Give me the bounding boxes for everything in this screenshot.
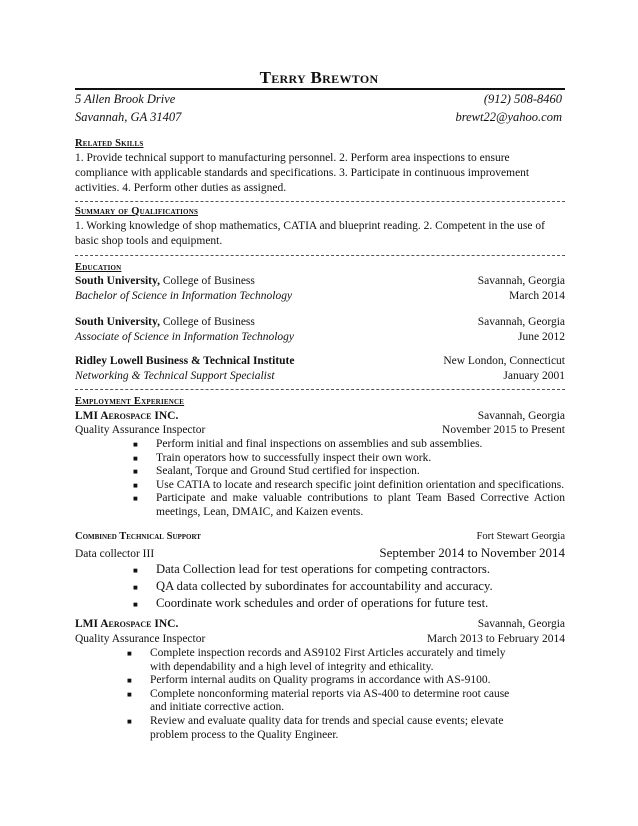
list-item: ■ QA data collected by subordinates for accountability and accuracy.	[131, 578, 565, 595]
education-degree-row	[75, 370, 565, 382]
related-skills-text: 1. Provide technical support to manufacturing personnel. 2. Perform area inspections to ensure compliance with applicable standards and specifications. 3. Participate in continuous improvement activities. 4. Perform other duties as assigned.	[75, 152, 530, 194]
related-skills-heading: Related Skills	[75, 138, 144, 149]
experience-heading: Employment Experience	[75, 396, 185, 407]
job-dates: March 2013 to February 2014	[427, 633, 565, 645]
degree-date: June 2012	[518, 331, 565, 343]
summary-heading: Summary of Qualifications	[75, 206, 199, 217]
list-item: ■ Use CATIA to locate and research specific joint definition orientation and specifications.	[131, 479, 565, 493]
address-line-2: Savannah, GA 31407	[75, 110, 182, 124]
list-item: ■ Participate and make valuable contributions to plant Team Based Corrective Action meetings, Lean, DMAIC, and Kaizen events.	[131, 492, 565, 519]
education-heading: Education	[75, 262, 122, 273]
job-location: Savannah, Georgia	[477, 618, 565, 630]
degree-name: Networking & Technical Support Specialist	[75, 370, 275, 382]
candidate-name: Terry Brewton	[259, 68, 379, 87]
section-divider	[75, 255, 565, 256]
education-entry	[75, 316, 565, 328]
education-entry	[75, 355, 565, 367]
job-header	[75, 410, 565, 422]
job-title-row	[75, 633, 565, 645]
section-divider	[75, 201, 565, 202]
list-item: ■ Perform internal audits on Quality programs in accordance with AS-9100.	[125, 674, 525, 688]
company-name: Combined Technical Support	[75, 531, 201, 542]
degree-date: January 2001	[503, 370, 565, 382]
job-bullet-list	[131, 438, 565, 520]
address-line-1: 5 Allen Brook Drive	[75, 92, 176, 106]
email-address: brewt22@yahoo.com	[455, 110, 562, 124]
job-title-row	[75, 545, 565, 561]
job-location: Savannah, Georgia	[477, 410, 565, 422]
college-name: College of Business	[160, 275, 255, 287]
job-location: Fort Stewart Georgia	[476, 531, 565, 542]
school-name: South University,	[75, 275, 160, 287]
job-title: Quality Assurance Inspector	[75, 424, 206, 436]
school-location: Savannah, Georgia	[477, 316, 565, 328]
section-divider	[75, 389, 565, 390]
company-name: LMI Aerospace INC.	[75, 618, 179, 630]
degree-name: Bachelor of Science in Information Technology	[75, 290, 293, 302]
list-item: ■ Complete inspection records and AS9102 First Articles accurately and timely with dependability and a high level of integrity and ethicality.	[125, 647, 525, 674]
school-location: New London, Connecticut	[443, 355, 565, 367]
job-title: Data collector III	[75, 548, 155, 560]
college-name: College of Business	[160, 316, 255, 328]
job-bullet-list	[125, 647, 525, 742]
company-name: LMI Aerospace INC.	[75, 410, 179, 422]
education-degree-row	[75, 331, 565, 343]
education-degree-row	[75, 290, 565, 302]
job-bullet-list	[131, 561, 565, 612]
summary-text: 1. Working knowledge of shop mathematics, CATIA and blueprint reading. 2. Competent in the use of basic shop tools and equipment.	[75, 220, 545, 247]
education-entry	[75, 275, 565, 287]
job-dates: September 2014 to November 2014	[379, 545, 565, 560]
school-name: Ridley Lowell Business & Technical Institute	[75, 355, 295, 367]
job-title: Quality Assurance Inspector	[75, 633, 206, 645]
list-item: ■ Perform initial and final inspections on assemblies and sub assemblies.	[131, 438, 565, 452]
job-title-row	[75, 424, 565, 436]
phone-number: (912) 508-8460	[483, 92, 562, 106]
degree-date: March 2014	[509, 290, 565, 302]
job-header	[75, 618, 565, 630]
job-header	[75, 531, 565, 542]
school-location: Savannah, Georgia	[477, 275, 565, 287]
header-rule	[75, 88, 565, 90]
list-item: ■ Sealant, Torque and Ground Stud certified for inspection.	[131, 465, 565, 479]
job-dates: November 2015 to Present	[442, 424, 565, 436]
degree-name: Associate of Science in Information Technology	[75, 331, 294, 343]
list-item: ■ Coordinate work schedules and order of operations for future test.	[131, 595, 565, 612]
school-name: South University,	[75, 316, 160, 328]
list-item: ■ Data Collection lead for test operations for competing contractors.	[131, 561, 565, 578]
list-item: ■ Complete nonconforming material reports via AS-400 to determine root cause and initiate corrective action.	[125, 688, 525, 715]
list-item: ■ Train operators how to successfully inspect their own work.	[131, 452, 565, 466]
list-item: ■ Review and evaluate quality data for trends and special cause events; elevate problem process to the Quality Engineer.	[125, 715, 525, 742]
